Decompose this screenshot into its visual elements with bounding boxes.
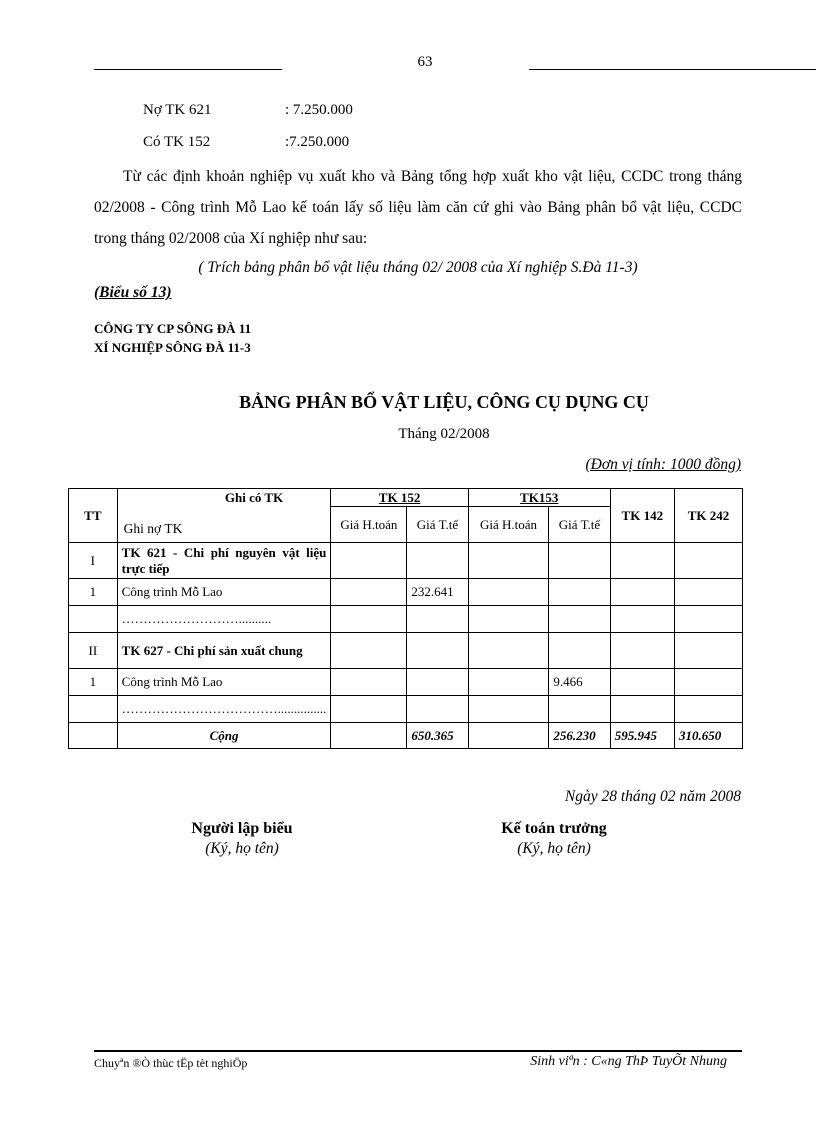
header-rule-right — [529, 69, 816, 70]
enterprise-name: XÍ NGHIỆP SÔNG ĐÀ 11-3 — [94, 340, 251, 355]
header-tk152-label: TK 152 — [378, 489, 421, 505]
table-row — [69, 633, 743, 669]
row-153h — [468, 696, 549, 723]
header-tt: TT — [69, 489, 118, 543]
header-credit: Ghi có TK — [224, 490, 284, 505]
row-account: Công trình Mỗ Lao — [117, 669, 331, 696]
row-142 — [610, 633, 674, 669]
row-152t — [407, 696, 468, 723]
row-153t — [549, 696, 610, 723]
row-152h — [331, 669, 407, 696]
row-152h — [331, 579, 407, 606]
row-242 — [674, 669, 742, 696]
footer-rule — [94, 1050, 742, 1052]
row-142 — [610, 606, 674, 633]
row-142 — [610, 669, 674, 696]
signature-accountant-sub: (Ký, họ tên) — [517, 840, 591, 857]
footer-left: Chuyªn ®Ò thùc tËp tèt nghiÖp — [94, 1056, 248, 1070]
header-tk152 — [331, 489, 468, 507]
entry-credit — [143, 134, 350, 151]
row-account: ………………………………............... — [117, 696, 331, 723]
total-tt — [69, 723, 118, 749]
row-152h — [331, 696, 407, 723]
row-tt: II — [69, 633, 118, 669]
row-153h — [468, 606, 549, 633]
page-number: 63 — [417, 54, 433, 70]
row-152h — [331, 606, 407, 633]
row-tt — [69, 696, 118, 723]
row-tt: 1 — [69, 579, 118, 606]
table-row — [69, 696, 743, 723]
signature-preparer-title: Người lập biểu — [191, 820, 293, 837]
header-152-htoan: Giá H.toán — [331, 507, 407, 543]
row-152h — [331, 633, 407, 669]
unit-note: (Đơn vị tính: 1000 đồng) — [585, 456, 741, 473]
row-account: TK 621 - Chi phí nguyên vật liệu trực tiếp — [117, 543, 331, 579]
header-tk153 — [468, 489, 610, 507]
row-153h — [468, 669, 549, 696]
row-242 — [674, 606, 742, 633]
row-152t — [407, 543, 468, 579]
footer-right: Sinh viªn : C«ng ThÞ TuyÕt Nhung — [530, 1054, 727, 1069]
date-line: Ngày 28 tháng 02 năm 2008 — [564, 788, 741, 805]
table-row — [69, 606, 743, 633]
row-142 — [610, 696, 674, 723]
row-153t — [549, 579, 610, 606]
row-153t: 9.466 — [549, 669, 610, 696]
total-152h — [331, 723, 407, 749]
row-152t — [407, 606, 468, 633]
signature-preparer-sub: (Ký, họ tên) — [205, 840, 279, 857]
total-153t: 256.230 — [549, 723, 610, 749]
row-tt: 1 — [69, 669, 118, 696]
table-row — [69, 543, 743, 579]
entry-debit-value: : 7.250.000 — [285, 102, 353, 118]
allocation-table — [68, 488, 743, 749]
entry-debit — [143, 102, 353, 119]
header-tk142: TK 142 — [610, 489, 674, 543]
total-142: 595.945 — [610, 723, 674, 749]
header-account — [117, 489, 331, 543]
report-month: Tháng 02/2008 — [398, 426, 490, 442]
row-152t: 232.641 — [407, 579, 468, 606]
header-debit: Ghi nợ TK — [123, 521, 183, 536]
table-row — [69, 669, 743, 696]
signature-accountant — [474, 820, 634, 858]
row-tt — [69, 606, 118, 633]
row-242 — [674, 633, 742, 669]
row-153t — [549, 633, 610, 669]
row-153t — [549, 543, 610, 579]
header-153-tte: Giá T.tế — [549, 507, 610, 543]
row-tt: I — [69, 543, 118, 579]
header-tk153-label: TK153 — [520, 489, 559, 505]
row-242 — [674, 579, 742, 606]
row-142 — [610, 579, 674, 606]
form-label: (Biểu số 13) — [94, 284, 172, 301]
report-title: BẢNG PHÂN BỔ VẬT LIỆU, CÔNG CỤ DỤNG CỤ — [239, 392, 649, 412]
extract-note: ( Trích bảng phân bổ vật liệu tháng 02/ 2008 của Xí nghiệp S.Đà 11-3) — [198, 259, 638, 276]
header-153-htoan: Giá H.toán — [468, 507, 549, 543]
body-paragraph — [94, 161, 742, 254]
entry-credit-value: :7.250.000 — [285, 134, 350, 150]
row-153h — [468, 543, 549, 579]
table-row — [69, 579, 743, 606]
row-152h — [331, 543, 407, 579]
row-153t — [549, 606, 610, 633]
row-142 — [610, 543, 674, 579]
row-153h — [468, 633, 549, 669]
signature-preparer — [162, 820, 322, 858]
total-152t: 650.365 — [407, 723, 468, 749]
row-152t — [407, 633, 468, 669]
row-152t — [407, 669, 468, 696]
header-tk242: TK 242 — [674, 489, 742, 543]
row-account: ……………………….......... — [117, 606, 331, 633]
signature-accountant-title: Kế toán trưởng — [501, 820, 607, 837]
row-account: TK 627 - Chi phí sản xuất chung — [117, 633, 331, 669]
total-242: 310.650 — [674, 723, 742, 749]
entry-credit-label: Có TK 152 — [143, 134, 211, 150]
total-153h — [468, 723, 549, 749]
total-label: Cộng — [117, 723, 331, 749]
row-242 — [674, 543, 742, 579]
table-total-row — [69, 723, 743, 749]
entry-debit-label: Nợ TK 621 — [143, 102, 212, 118]
company-name: CÔNG TY CP SÔNG ĐÀ 11 — [94, 321, 252, 336]
row-242 — [674, 696, 742, 723]
header-152-tte: Giá T.tế — [407, 507, 468, 543]
row-153h — [468, 579, 549, 606]
row-account: Công trình Mỗ Lao — [117, 579, 331, 606]
body-paragraph-text: Từ các định khoản nghiệp vụ xuất kho và Bảng tổng hợp xuất kho vật liệu, CCDC trong tháng 02/2008 - Công trình Mỗ Lao kế toán lấy số liệu làm căn cứ ghi vào Bảng phân bổ vật liệu, CCDC trong tháng 02/2008 của Xí nghiệp như sau: — [94, 168, 742, 247]
